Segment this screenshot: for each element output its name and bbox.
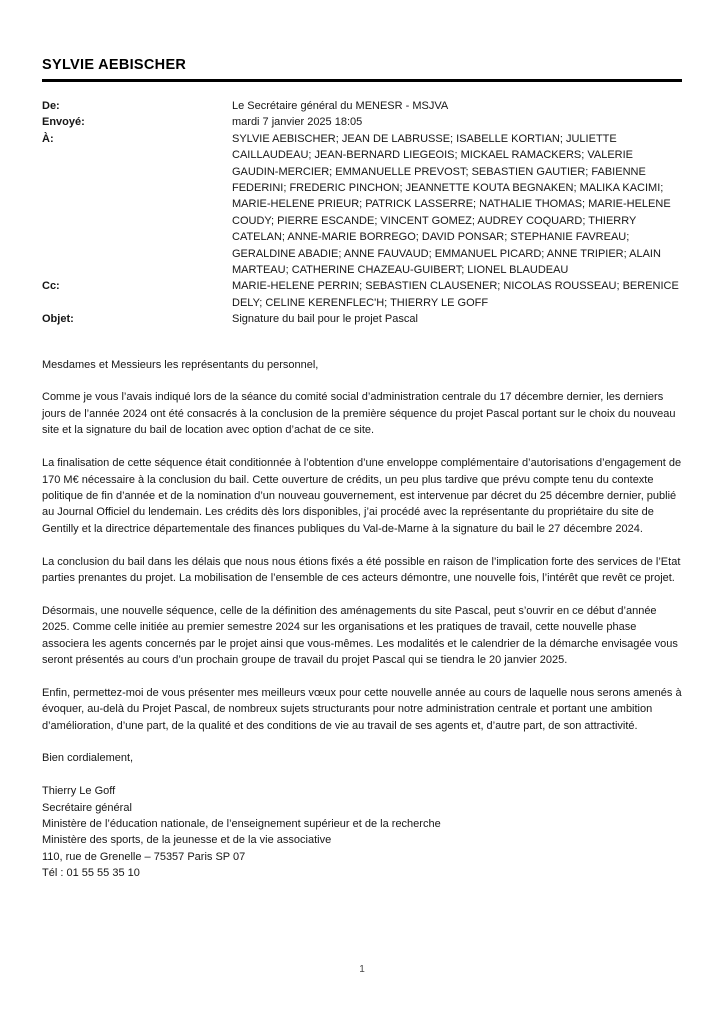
signature-block [42, 783, 682, 881]
header-field-row [42, 98, 682, 114]
body-paragraph: Bien cordialement, [42, 752, 134, 765]
field-value-line: Le Secrétaire général du MENESR - MSJVA [232, 100, 449, 112]
header-field-row [42, 311, 682, 327]
body-paragraphs [42, 357, 682, 767]
sender-name-heading: SYLVIE AEBISCHER [42, 57, 682, 82]
field-value-line: GERALDINE ABADIE; ANNE FAUVAUD; EMMANUEL PICARD; ANNE TRIPIER; ALAIN [232, 247, 661, 260]
signature-line: Tél : 01 55 55 35 10 [42, 867, 140, 880]
body-paragraph: Désormais, une nouvelle séquence, celle de la définition des aménagements du site Pascal, peut s’ouvrir en ce début d’année 2025. Comme celle initiée au premier semestre 2024 sur les organisations et les pratiques de travail, cette nouvelle phase associera les agents concernés par le projet ainsi que vous-mêmes. Les modalités et le calendrier de la démarche envisagée vous seront présentés au cours d’un prochain groupe de travail du projet Pascal qui se tiendra le 20 janvier 2025. [42, 604, 678, 666]
body-paragraph: La finalisation de cette séquence était conditionnée à l’obtention d’une enveloppe complémentaire d’autorisations d’engagement de 170 M€ nécessaire à la conclusion du bail. Cette ouverture de crédits, un peu plus tardive que prévu compte tenu du contexte politique de fin d’année et de la nomination d’un nouveau gouvernement, est intervenue par décret du 25 décembre dernier, publié au Journal Officiel du lendemain. Les crédits dès lors disponibles, j’ai procédé avec la représentante du propriétaire du site de Gentilly et la directrice départementale des finances publiques du Val-de-Marne à la signature du bail le 27 décembre 2024. [42, 457, 682, 535]
header-fields [42, 98, 682, 328]
header-field-row [42, 131, 682, 279]
field-label: De: [42, 100, 60, 112]
field-value-line: GAUDIN-MERCIER; EMMANUELLE PREVOST; SEBASTIEN GAUTIER; FABIENNE [232, 165, 646, 178]
body-paragraph: La conclusion du bail dans les délais que nous nous étions fixés a été possible en raison de l’implication forte des services de l’Etat parties prenantes du projet. La mobilisation de l’ensemble de ces acteurs démontre, une nouvelle fois, l’intérêt que revêt ce projet. [42, 555, 681, 584]
field-value-line: MARTEAU; CATHERINE CHAZEAU-GUIBERT; LIONEL BLAUDEAU [232, 264, 569, 277]
field-value-line: CAILLAUDEAU; JEAN-BERNARD LIEGEOIS; MICKAEL RAMACKERS; VALERIE [232, 149, 633, 162]
field-value-line: DELY; CELINE KERENFLEC'H; THIERRY LE GOFF [232, 296, 489, 309]
field-value-line: CATELAN; ANNE-MARIE BORREGO; DAVID PONSAR; STEPHANIE FAVREAU; [232, 231, 630, 244]
field-value-line: SYLVIE AEBISCHER; JEAN DE LABRUSSE; ISABELLE KORTIAN; JULIETTE [232, 132, 617, 145]
field-value-line: COUDY; PIERRE ESCANDE; VINCENT GOMEZ; AUDREY COQUARD; THIERRY [232, 214, 637, 227]
body-paragraph: Comme je vous l’avais indiqué lors de la séance du comité social d’administration centrale du 17 décembre dernier, les derniers jours de l’année 2024 ont été consacrés à la conclusion de la première séquence du projet Pascal portant sur le choix du nouveau site et la signature du bail de location avec option d’achat de ce site. [42, 391, 676, 437]
signature-line: 110, rue de Grenelle – 75357 Paris SP 07 [42, 850, 246, 863]
field-value-line: MARIE-HELENE PERRIN; SEBASTIEN CLAUSENER; NICOLAS ROUSSEAU; BERENICE [232, 280, 679, 293]
body-paragraph: Mesdames et Messieurs les représentants du personnel, [42, 358, 319, 371]
field-label: Objet: [42, 313, 74, 326]
field-value [232, 114, 682, 130]
signature-line: Thierry Le Goff [42, 785, 116, 798]
page-number: 1 [359, 964, 365, 975]
field-label: Cc: [42, 280, 60, 293]
signature-line: Secrétaire général [42, 801, 132, 814]
field-value-line: Signature du bail pour le projet Pascal [232, 313, 418, 326]
field-value-line: FEDERINI; FREDERIC PINCHON; JEANNETTE KOUTA BEGNAKEN; MALIKA KACIMI; [232, 182, 664, 195]
signature-line: Ministère des sports, de la jeunesse et de la vie associative [42, 834, 332, 847]
field-value [232, 131, 682, 279]
signature-line: Ministère de l’éducation nationale, de l’enseignement supérieur et de la recherche [42, 817, 441, 830]
email-body [42, 357, 682, 882]
field-value-line: mardi 7 janvier 2025 18:05 [232, 116, 363, 129]
field-value [232, 278, 682, 311]
field-value-line: MARIE-HELENE PRIEUR; PATRICK LASSERRE; NATHALIE THOMAS; MARIE-HELENE [232, 198, 671, 211]
field-value [232, 98, 682, 114]
field-value [232, 311, 682, 327]
field-label: Envoyé: [42, 116, 85, 129]
header-field-row [42, 278, 682, 311]
body-paragraph: Enfin, permettez-moi de vous présenter mes meilleurs vœux pour cette nouvelle année au cours de laquelle nous serons amenés à évoquer, au-delà du Projet Pascal, de nombreux sujets structurants pour notre administration centrale et portant une ambition d’amélioration, d’une part, de la qualité et des conditions de vie au travail de ses agents et, d’autre part, de son attractivité. [42, 686, 682, 732]
header-field-row [42, 114, 682, 130]
field-label: À: [42, 132, 54, 145]
